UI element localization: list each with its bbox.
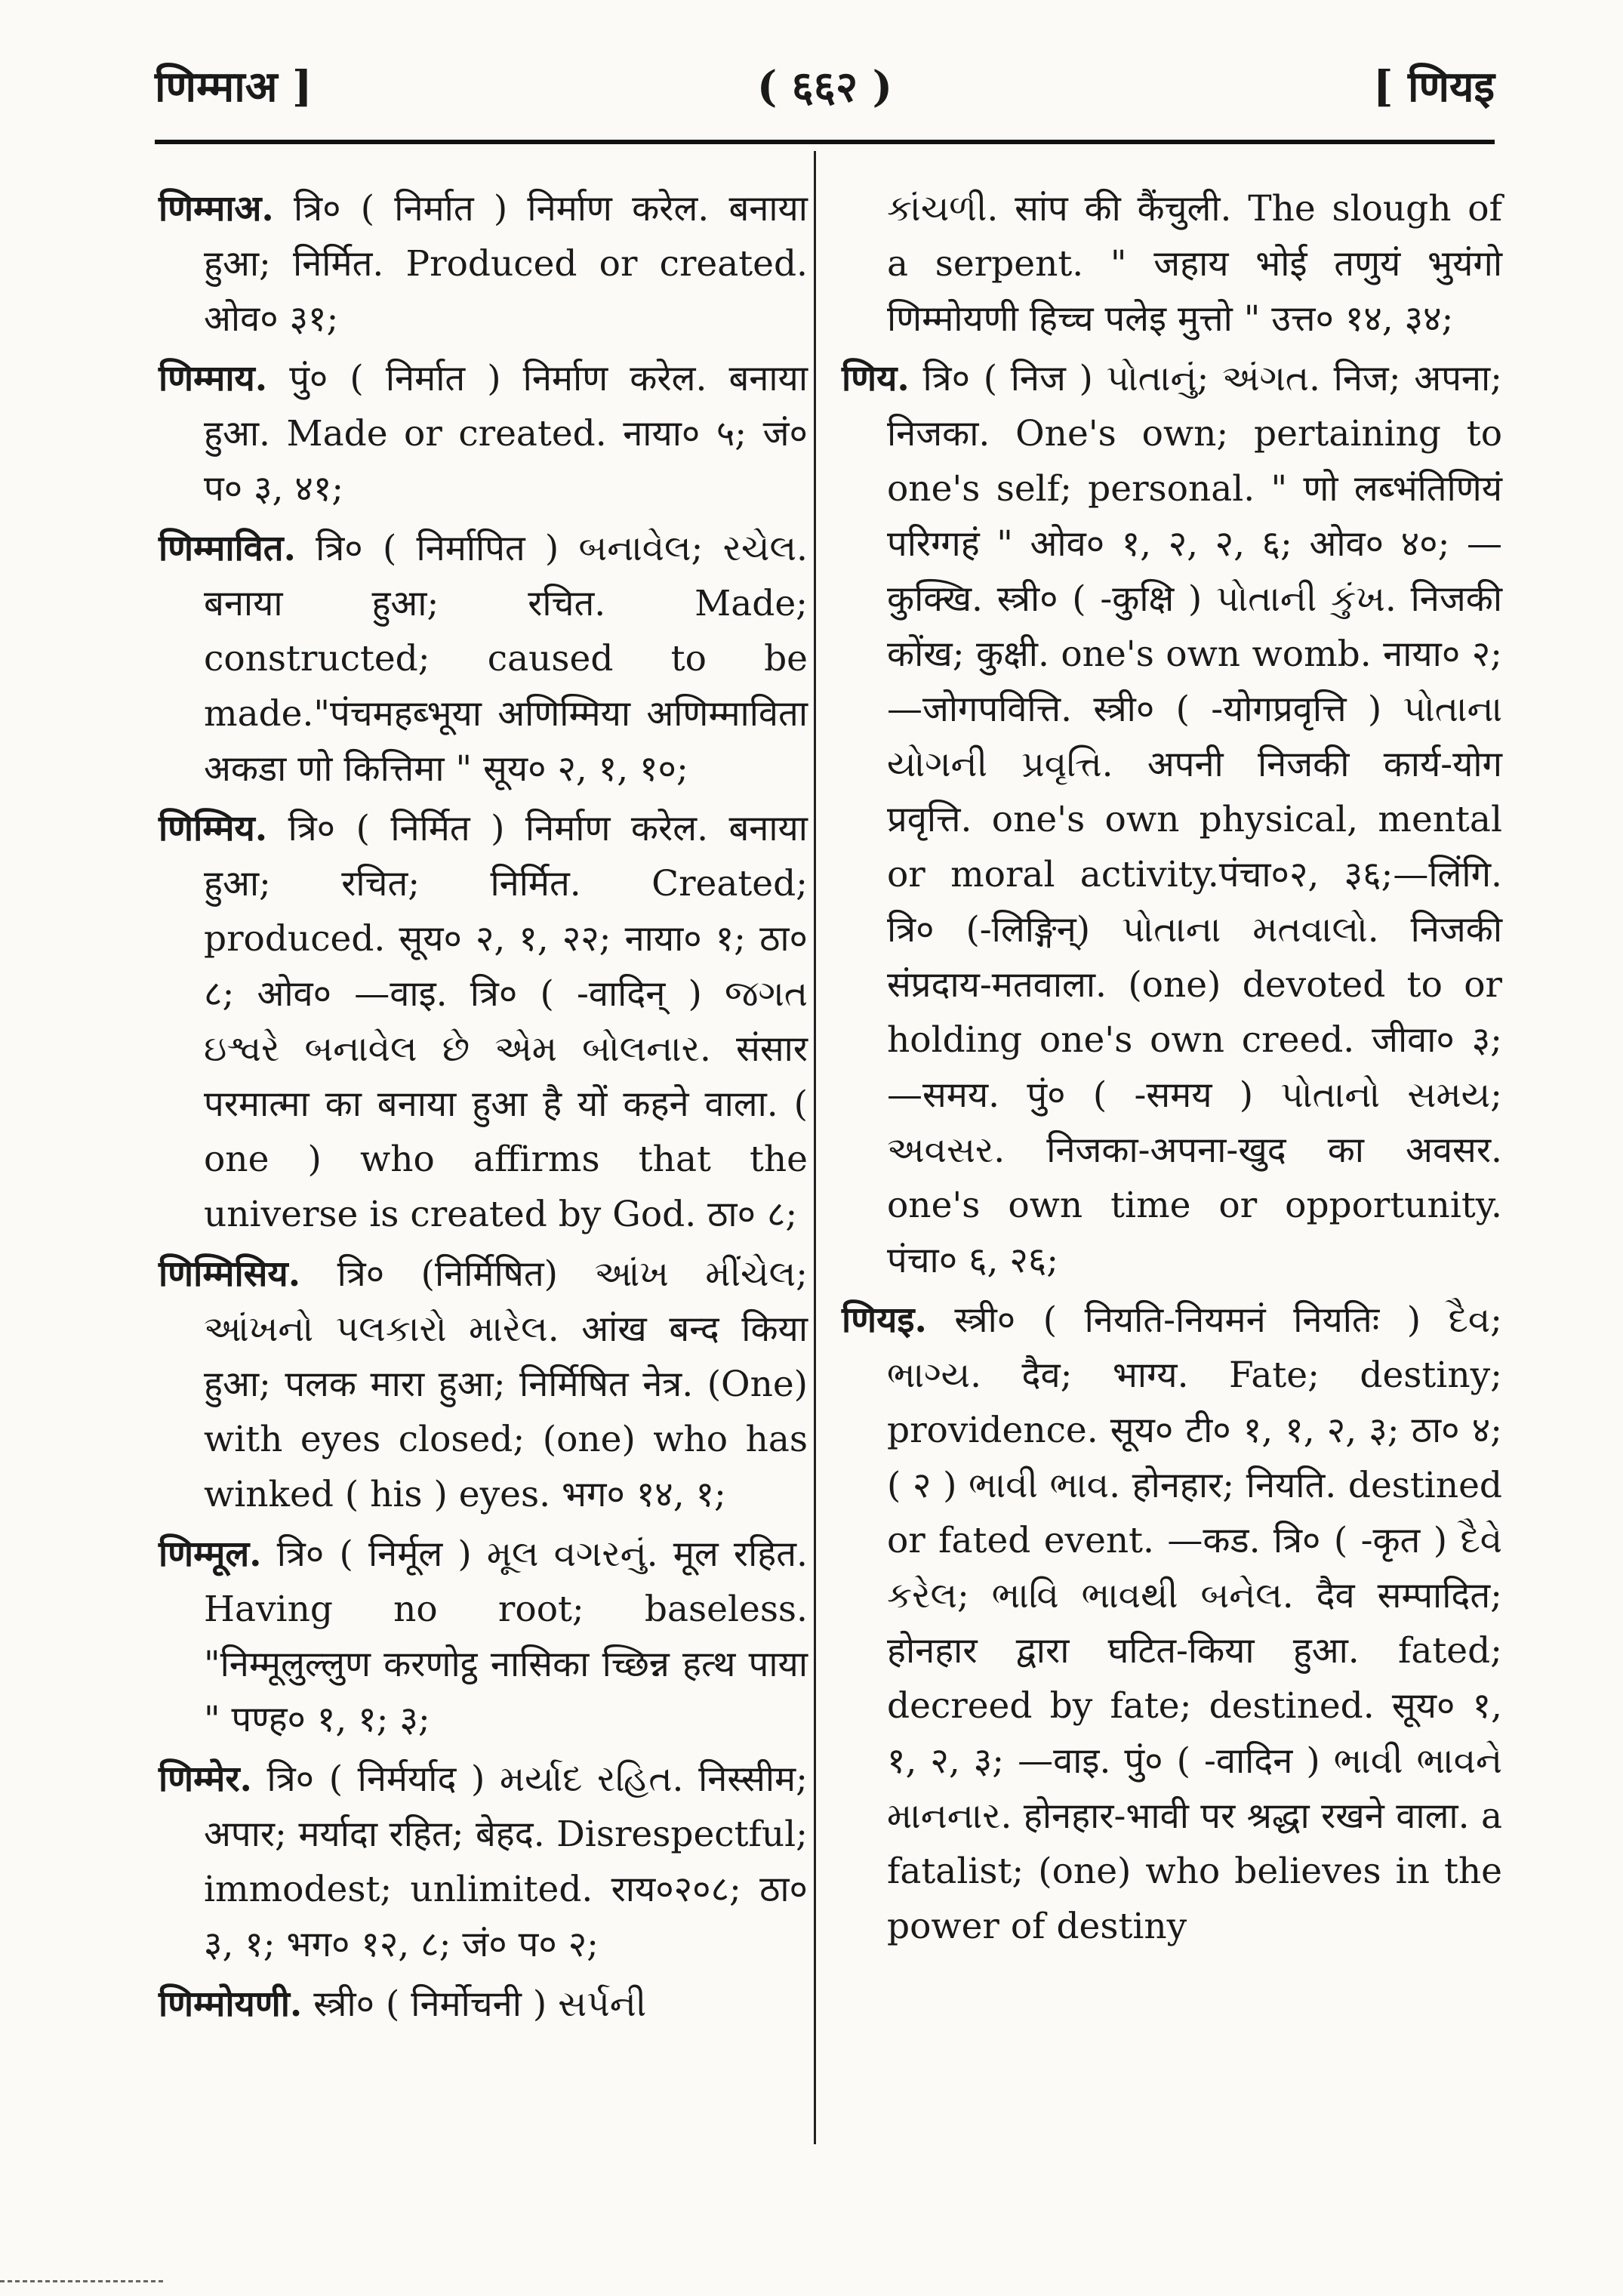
dictionary-entry: [159, 1247, 808, 1522]
page-header: [155, 42, 1495, 125]
entry-headword: णिय.: [842, 358, 910, 399]
dictionary-entry: [159, 521, 808, 797]
entry-body: કાંચળી. सांप की कैंचुली. The slough of a serpent. " जहाय भोई तणुयं भुयंगो णिम्मोयणी हिच्च पलेइ मुत्तो " उत्त० १४, ३४;: [887, 188, 1502, 340]
entry-headword: णिम्मिय.: [159, 808, 268, 849]
right-column: [842, 181, 1502, 1959]
entry-headword: णिम्माअ.: [159, 188, 274, 230]
entry-body: त्रि० ( निज ) પોતાનું; અંગત. निज; अपना; निजका. One's own; pertaining to one's self; personal. " णो लब्भंतिणियं परिग्गहं " ओव० १, २, २, ६; ओव० ४०; —कुक्खि. स्त्री० ( -कुक्षि ) પોતાની કુંખ. निजकी कोंख; कुक्षी. one's own womb. नाया० २; —जोगपवित्ति. स्त्री० ( -योगप्रवृत्ति ) પોતાના યોગની પ્રવૃત્તિ. अपनी निजकी कार्य-योग प्रवृत्ति. one's own physical, mental or moral activity.पंचा०२, ३६;—लिंगि. त्रि० (-लिङ्गिन्) પોતાના મતવાલો. निजकी संप्रदाय-मतवाला. (one) devoted to or holding one's own creed. जीवा० ३;—समय. पुं० ( -समय ) પોતાનો સમય; અવસર. निजका-अपना-खुद का अवसर. one's own time or opportunity. पंचा० ६, २६;: [887, 358, 1502, 1281]
entry-body: त्रि० ( निर्मूल ) મૂલ વગરનું. मूल रहित. Having no root; baseless. "निम्मूलुल्लुण करणोट्ठ नासिका च्छिन्न हत्थ पाया " पण्ह० १, १; ३;: [204, 1533, 808, 1740]
header-rule: [155, 140, 1495, 144]
header-left-guide-word: णिम्माअ ]: [155, 62, 313, 112]
entry-headword: णिम्मोयणी.: [159, 1983, 303, 2025]
dictionary-entry: [159, 181, 808, 347]
entry-body: स्त्री० ( निर्मोचनी ) સર્પની: [313, 1983, 647, 2025]
dictionary-entry-continuation: [842, 181, 1502, 347]
dictionary-entry: [159, 1977, 808, 2032]
dictionary-entry: [159, 1752, 808, 1972]
dictionary-entry: [842, 351, 1502, 1288]
entry-body: त्रि० ( निर्मापित ) બનાવેલ; રચેલ. बनाया हुआ; रचित. Made; constructed; caused to be made."पंचमहब्भूया अणिम्मिया अणिम्माविता अकडा णो कित्तिमा " सूय० २, १, १०;: [204, 528, 808, 790]
entry-body: पुं० ( निर्मात ) निर्माण करेल. बनाया हुआ. Made or created. नाया० ५; जं० प० ३, ४१;: [204, 358, 808, 510]
scan-edge-dots: [0, 2280, 166, 2282]
dictionary-entry: [159, 1527, 808, 1747]
dictionary-entry: [159, 801, 808, 1242]
header-right-guide-word: [ णियइ: [1373, 62, 1495, 112]
page-number: ( ६६२ ): [756, 62, 893, 112]
dictionary-entry: [159, 351, 808, 516]
entry-headword: णिम्माय.: [159, 358, 268, 399]
left-column: [159, 181, 808, 2036]
entry-headword: णियइ.: [842, 1299, 927, 1341]
entry-headword: णिम्मूल.: [159, 1533, 262, 1575]
dictionary-entry: [842, 1293, 1502, 1954]
entry-body: स्त्री० ( नियति-नियमनं नियतिः ) દૈવ; ભાગ્ય. दैव; भाग्य. Fate; destiny; providence. सूय० टी० १, १, २, ३; ठा० ४; ( २ ) ભાવી ભાવ. होनहार; नियति. destined or fated event. —कड. त्रि० ( -कृत ) દૈવે કરેલ; ભાવિ ભાવથી બનેલ. दैव सम्पादित; होनहार द्वारा घटित-किया हुआ. fated; decreed by fate; destined. सूय० १, १, २, ३; —वाइ. पुं० ( -वादिन ) ભાવી ભાવને માનનાર. होनहार-भावी पर श्रद्धा रखने वाला. a fatalist; (one) who believes in the power of destiny: [887, 1299, 1502, 1947]
entry-body: त्रि० (निर्मिषित) આંખ મીંચેલ; આંખનો પલકારો મારેલ. आंख बन्द किया हुआ; पलक मारा हुआ; निर्मिषित नेत्र. (One) with eyes closed; (one) who has winked ( his ) eyes. भग० १४, १;: [204, 1253, 808, 1515]
column-divider: [814, 151, 816, 2144]
entry-body: त्रि० ( निर्मात ) निर्माण करेल. बनाया हुआ; निर्मित. Produced or created. ओव० ३१;: [204, 188, 808, 340]
entry-headword: णिम्मेर.: [159, 1758, 252, 1800]
entry-headword: णिम्मिसिय.: [159, 1253, 301, 1295]
entry-headword: णिम्मावित.: [159, 528, 296, 569]
entry-body: त्रि० ( निर्मित ) निर्माण करेल. बनाया हुआ; रचित; निर्मित. Created; produced. सूय० २, १, २२; नाया० १; ठा० ८; ओव० —वाइ. त्रि० ( -वादिन् ) જગત ઇશ્વરે બનાવેલ છે એમ બોલનાર. संसार परमात्मा का बनाया हुआ है यों कहने वाला. ( one ) who affirms that the universe is created by God. ठा० ८;: [204, 808, 808, 1235]
entry-body: त्रि० ( निर्मर्याद ) મર્યાદ રહિત. निस्सीम; अपार; मर्यादा रहित; बेहद. Disrespectful; immodest; unlimited. राय०२०८; ठा० ३, १; भग० १२, ८; जं० प० २;: [204, 1758, 808, 1965]
